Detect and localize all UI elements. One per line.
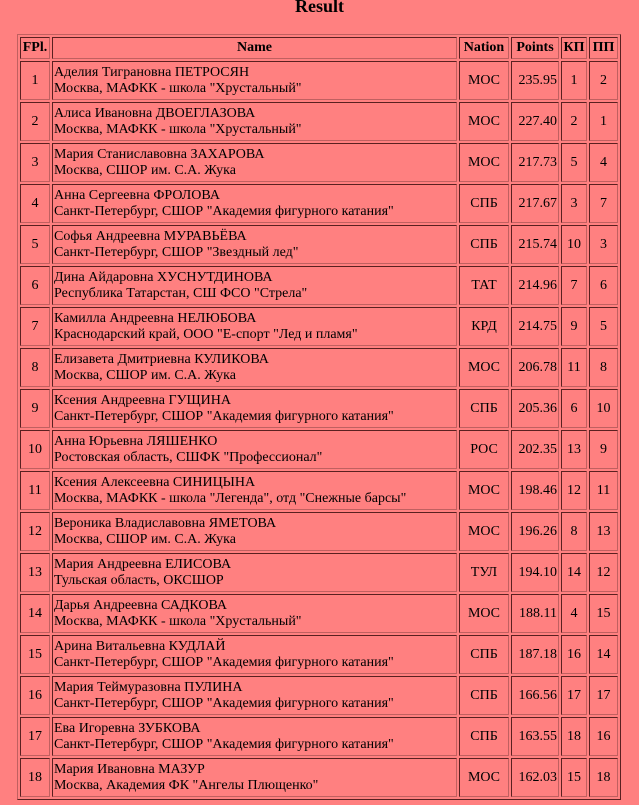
place-cell: 13 bbox=[20, 553, 50, 592]
skater-club: Санкт-Петербург, СШОР "Звездный лед" bbox=[54, 244, 299, 260]
short-program-rank-cell: 8 bbox=[561, 512, 587, 551]
free-skate-rank-cell: 5 bbox=[589, 307, 618, 346]
points-cell: 206.78 bbox=[511, 348, 559, 387]
free-skate-rank-cell: 8 bbox=[589, 348, 618, 387]
free-skate-rank-cell: 6 bbox=[589, 266, 618, 305]
skater-cell bbox=[52, 266, 457, 305]
short-program-rank-cell: 14 bbox=[561, 553, 587, 592]
free-skate-rank-cell: 4 bbox=[589, 143, 618, 182]
free-skate-rank-cell: 9 bbox=[589, 430, 618, 469]
free-skate-rank-cell: 12 bbox=[589, 553, 618, 592]
nation-cell: СПБ bbox=[459, 389, 509, 428]
table-row bbox=[20, 348, 618, 387]
place-cell: 15 bbox=[20, 635, 50, 674]
header-place: FPl. bbox=[20, 37, 50, 59]
place-cell: 1 bbox=[20, 61, 50, 100]
points-cell: 188.11 bbox=[511, 594, 559, 633]
points-cell: 217.67 bbox=[511, 184, 559, 223]
skater-name: Ева Игоревна ЗУБКОВА bbox=[54, 720, 201, 736]
skater-cell bbox=[52, 102, 457, 141]
table-row bbox=[20, 512, 618, 551]
free-skate-rank-cell: 17 bbox=[589, 676, 618, 715]
nation-cell: МОС bbox=[459, 594, 509, 633]
skater-club: Республика Татарстан, СШ ФСО "Стрела" bbox=[54, 285, 308, 301]
skater-name: Мария Андреевна ЕЛИСОВА bbox=[54, 556, 232, 572]
points-cell: 235.95 bbox=[511, 61, 559, 100]
points-cell: 196.26 bbox=[511, 512, 559, 551]
header-points: Points bbox=[511, 37, 559, 59]
free-skate-rank-cell: 2 bbox=[589, 61, 618, 100]
nation-cell: РОС bbox=[459, 430, 509, 469]
points-cell: 198.46 bbox=[511, 471, 559, 510]
skater-cell bbox=[52, 635, 457, 674]
skater-club: Краснодарский край, ООО "Е-спорт "Лед и пламя" bbox=[54, 326, 358, 342]
points-cell: 187.18 bbox=[511, 635, 559, 674]
table-row bbox=[20, 307, 618, 346]
results-body bbox=[20, 61, 618, 797]
free-skate-rank-cell: 11 bbox=[589, 471, 618, 510]
table-row bbox=[20, 553, 618, 592]
short-program-rank-cell: 18 bbox=[561, 717, 587, 756]
nation-cell: МОС bbox=[459, 61, 509, 100]
skater-cell bbox=[52, 553, 457, 592]
place-cell: 10 bbox=[20, 430, 50, 469]
free-skate-rank-cell: 1 bbox=[589, 102, 618, 141]
skater-cell bbox=[52, 184, 457, 223]
skater-club: Ростовская область, СШФК "Профессионал" bbox=[54, 449, 323, 465]
results-table bbox=[17, 34, 621, 800]
skater-club: Москва, МАФКК - школа "Хрустальный" bbox=[54, 121, 302, 137]
skater-cell bbox=[52, 61, 457, 100]
nation-cell: СПБ bbox=[459, 225, 509, 264]
nation-cell: СПБ bbox=[459, 717, 509, 756]
skater-cell bbox=[52, 389, 457, 428]
skater-name: Ксения Андреевна ГУЩИНА bbox=[54, 392, 231, 408]
free-skate-rank-cell: 16 bbox=[589, 717, 618, 756]
points-cell: 214.75 bbox=[511, 307, 559, 346]
place-cell: 11 bbox=[20, 471, 50, 510]
short-program-rank-cell: 3 bbox=[561, 184, 587, 223]
table-row bbox=[20, 717, 618, 756]
skater-club: Москва, СШОР им. С.А. Жука bbox=[54, 367, 236, 383]
header-name: Name bbox=[52, 37, 457, 59]
skater-name: Арина Витальевна КУДЛАЙ bbox=[54, 638, 226, 654]
skater-cell bbox=[52, 676, 457, 715]
place-cell: 16 bbox=[20, 676, 50, 715]
table-row bbox=[20, 225, 618, 264]
points-cell: 162.03 bbox=[511, 758, 559, 797]
page-title: Result bbox=[295, 0, 344, 16]
table-row bbox=[20, 61, 618, 100]
skater-name: Мария Станиславовна ЗАХАРОВА bbox=[54, 146, 265, 162]
nation-cell: СПБ bbox=[459, 676, 509, 715]
short-program-rank-cell: 12 bbox=[561, 471, 587, 510]
table-row bbox=[20, 635, 618, 674]
table-row bbox=[20, 184, 618, 223]
header-short-program: КП bbox=[561, 37, 587, 59]
skater-cell bbox=[52, 512, 457, 551]
place-cell: 17 bbox=[20, 717, 50, 756]
place-cell: 14 bbox=[20, 594, 50, 633]
nation-cell: СПБ bbox=[459, 635, 509, 674]
table-row bbox=[20, 471, 618, 510]
skater-cell bbox=[52, 348, 457, 387]
skater-name: Вероника Владиславовна ЯМЕТОВА bbox=[54, 515, 277, 531]
nation-cell: МОС bbox=[459, 758, 509, 797]
skater-name: Аделия Тиграновна ПЕТРОСЯН bbox=[54, 64, 250, 80]
skater-club: Санкт-Петербург, СШОР "Академия фигурного катания" bbox=[54, 736, 394, 752]
short-program-rank-cell: 4 bbox=[561, 594, 587, 633]
skater-name: Камилла Андреевна НЕЛЮБОВА bbox=[54, 310, 257, 326]
place-cell: 4 bbox=[20, 184, 50, 223]
skater-cell bbox=[52, 143, 457, 182]
skater-club: Санкт-Петербург, СШОР "Академия фигурного катания" bbox=[54, 408, 394, 424]
nation-cell: МОС bbox=[459, 143, 509, 182]
skater-name: Анна Юрьевна ЛЯШЕНКО bbox=[54, 433, 218, 449]
free-skate-rank-cell: 15 bbox=[589, 594, 618, 633]
points-cell: 202.35 bbox=[511, 430, 559, 469]
skater-cell bbox=[52, 225, 457, 264]
skater-cell bbox=[52, 758, 457, 797]
place-cell: 5 bbox=[20, 225, 50, 264]
table-row bbox=[20, 266, 618, 305]
skater-cell bbox=[52, 594, 457, 633]
skater-club: Москва, Академия ФК "Ангелы Плющенко" bbox=[54, 777, 319, 793]
skater-name: Мария Ивановна МАЗУР bbox=[54, 761, 205, 777]
short-program-rank-cell: 10 bbox=[561, 225, 587, 264]
place-cell: 18 bbox=[20, 758, 50, 797]
skater-cell bbox=[52, 471, 457, 510]
short-program-rank-cell: 6 bbox=[561, 389, 587, 428]
free-skate-rank-cell: 14 bbox=[589, 635, 618, 674]
skater-name: Дина Айдаровна ХУСНУТДИНОВА bbox=[54, 269, 273, 285]
place-cell: 9 bbox=[20, 389, 50, 428]
free-skate-rank-cell: 7 bbox=[589, 184, 618, 223]
nation-cell: МОС bbox=[459, 102, 509, 141]
skater-club: Санкт-Петербург, СШОР "Академия фигурного катания" bbox=[54, 203, 394, 219]
free-skate-rank-cell: 10 bbox=[589, 389, 618, 428]
place-cell: 7 bbox=[20, 307, 50, 346]
skater-club: Москва, МАФКК - школа "Хрустальный" bbox=[54, 80, 302, 96]
points-cell: 205.36 bbox=[511, 389, 559, 428]
place-cell: 2 bbox=[20, 102, 50, 141]
short-program-rank-cell: 2 bbox=[561, 102, 587, 141]
skater-club: Москва, МАФКК - школа "Легенда", отд "Снежные барсы" bbox=[54, 490, 407, 506]
table-row bbox=[20, 676, 618, 715]
nation-cell: СПБ bbox=[459, 184, 509, 223]
skater-cell bbox=[52, 430, 457, 469]
header-free-skate: ПП bbox=[589, 37, 618, 59]
nation-cell: МОС bbox=[459, 348, 509, 387]
table-row bbox=[20, 102, 618, 141]
short-program-rank-cell: 9 bbox=[561, 307, 587, 346]
nation-cell: ТУЛ bbox=[459, 553, 509, 592]
table-row bbox=[20, 758, 618, 797]
skater-club: Москва, СШОР им. С.А. Жука bbox=[54, 531, 236, 547]
skater-name: Ксения Алексеевна СИНИЦЫНА bbox=[54, 474, 256, 490]
header-row bbox=[20, 37, 618, 59]
table-row bbox=[20, 143, 618, 182]
skater-club: Санкт-Петербург, СШОР "Академия фигурного катания" bbox=[54, 695, 394, 711]
table-row bbox=[20, 594, 618, 633]
points-cell: 163.55 bbox=[511, 717, 559, 756]
short-program-rank-cell: 1 bbox=[561, 61, 587, 100]
short-program-rank-cell: 11 bbox=[561, 348, 587, 387]
skater-name: Елизавета Дмитриевна КУЛИКОВА bbox=[54, 351, 269, 367]
nation-cell: МОС bbox=[459, 512, 509, 551]
place-cell: 3 bbox=[20, 143, 50, 182]
points-cell: 215.74 bbox=[511, 225, 559, 264]
free-skate-rank-cell: 3 bbox=[589, 225, 618, 264]
header-nation: Nation bbox=[459, 37, 509, 59]
place-cell: 12 bbox=[20, 512, 50, 551]
skater-club: Москва, СШОР им. С.А. Жука bbox=[54, 162, 236, 178]
short-program-rank-cell: 13 bbox=[561, 430, 587, 469]
points-cell: 227.40 bbox=[511, 102, 559, 141]
short-program-rank-cell: 17 bbox=[561, 676, 587, 715]
points-cell: 217.73 bbox=[511, 143, 559, 182]
skater-name: Софья Андреевна МУРАВЬЁВА bbox=[54, 228, 247, 244]
place-cell: 8 bbox=[20, 348, 50, 387]
short-program-rank-cell: 7 bbox=[561, 266, 587, 305]
free-skate-rank-cell: 18 bbox=[589, 758, 618, 797]
skater-name: Алиса Ивановна ДВОЕГЛАЗОВА bbox=[54, 105, 256, 121]
skater-club: Тульская область, ОКСШОР bbox=[54, 572, 224, 588]
points-cell: 214.96 bbox=[511, 266, 559, 305]
table-row bbox=[20, 389, 618, 428]
free-skate-rank-cell: 13 bbox=[589, 512, 618, 551]
skater-club: Санкт-Петербург, СШОР "Академия фигурного катания" bbox=[54, 654, 394, 670]
skater-name: Мария Теймуразовна ПУЛИНА bbox=[54, 679, 243, 695]
nation-cell: МОС bbox=[459, 471, 509, 510]
skater-cell bbox=[52, 717, 457, 756]
skater-name: Дарья Андреевна САДКОВА bbox=[54, 597, 228, 613]
skater-cell bbox=[52, 307, 457, 346]
short-program-rank-cell: 16 bbox=[561, 635, 587, 674]
points-cell: 166.56 bbox=[511, 676, 559, 715]
skater-name: Анна Сергеевна ФРОЛОВА bbox=[54, 187, 220, 203]
short-program-rank-cell: 5 bbox=[561, 143, 587, 182]
place-cell: 6 bbox=[20, 266, 50, 305]
skater-club: Москва, МАФКК - школа "Хрустальный" bbox=[54, 613, 302, 629]
nation-cell: ТАТ bbox=[459, 266, 509, 305]
nation-cell: КРД bbox=[459, 307, 509, 346]
table-row bbox=[20, 430, 618, 469]
points-cell: 194.10 bbox=[511, 553, 559, 592]
short-program-rank-cell: 15 bbox=[561, 758, 587, 797]
